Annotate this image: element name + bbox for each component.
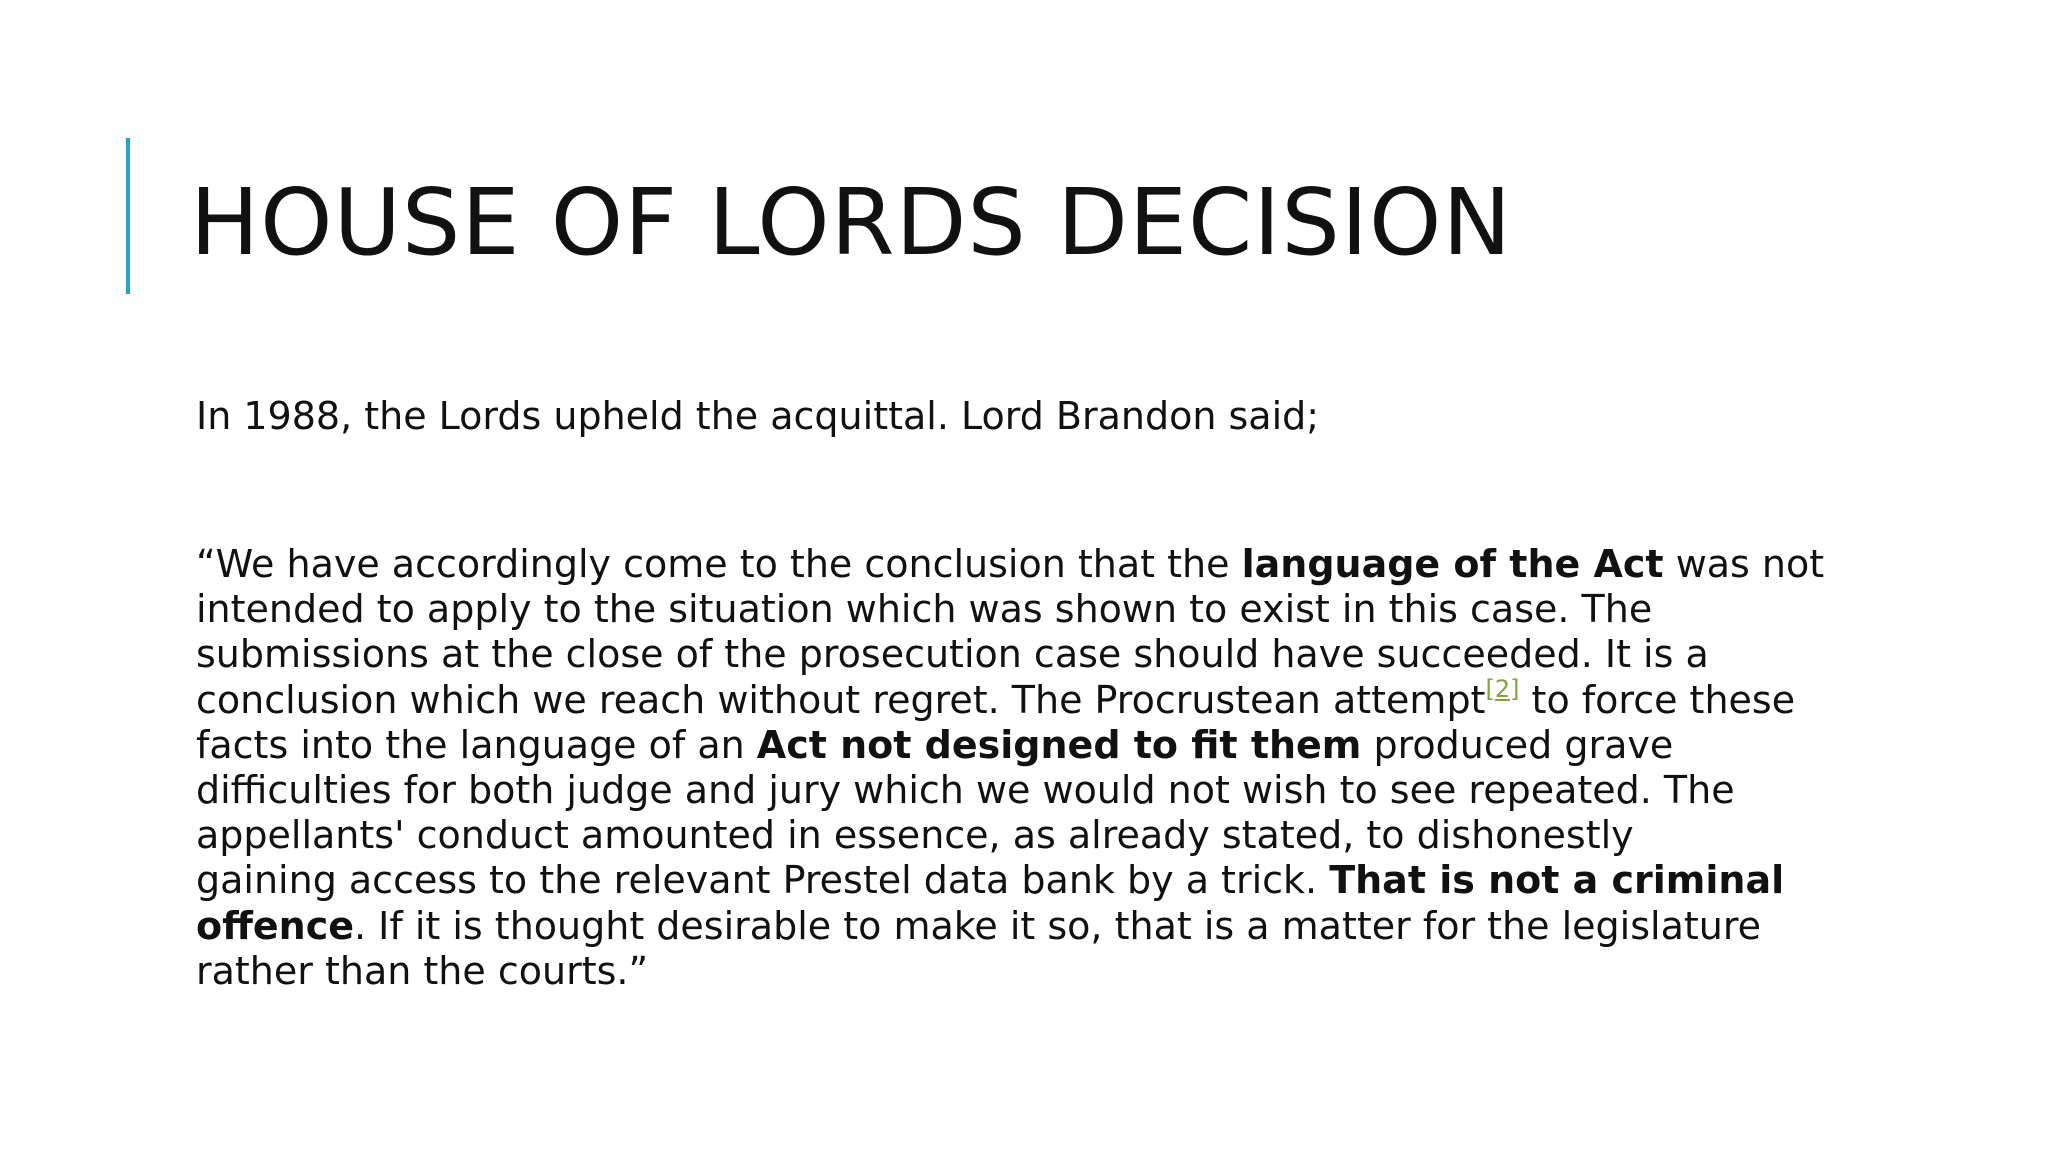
footnote-link[interactable]: [2] (1485, 674, 1520, 703)
quote-emphasis: That is not a criminal (1329, 858, 1785, 903)
intro-text: In 1988, the Lords upheld the acquittal. Lord Brandon said; (196, 394, 1320, 438)
quote-text: facts into the language of an (196, 722, 757, 767)
quote-text: to force these (1519, 677, 1796, 722)
quote-line-4 (196, 674, 1856, 723)
quote-emphasis: language of the Act (1241, 542, 1664, 586)
quote-emphasis: offence (196, 903, 355, 948)
title-accent-bar (126, 138, 130, 294)
quote-block (196, 542, 1856, 994)
quote-line-8 (196, 858, 1856, 903)
quote-line-10: rather than the courts.” (196, 948, 649, 993)
quote-line-9 (196, 904, 1856, 949)
quote-line-2: intended to apply to the situation which was shown to exist in this case. The (196, 587, 1653, 632)
slide-title: HOUSE OF LORDS DECISION (190, 169, 1513, 276)
quote-text: “We have accordingly come to the conclusion that the (196, 542, 1242, 586)
quote-line-7: appellants' conduct amounted in essence, as already stated, to dishonestly (196, 813, 1634, 858)
quote-text: conclusion which we reach without regret. The Procrustean attempt (196, 677, 1486, 722)
quote-text: produced grave (1361, 722, 1674, 767)
quote-text: was not (1663, 542, 1825, 586)
quote-line-3: submissions at the close of the prosecution case should have succeeded. It is a (196, 632, 1709, 677)
quote-line-1 (196, 542, 1856, 587)
quote-line-6: difficulties for both judge and jury which we would not wish to see repeated. The (196, 768, 1735, 813)
quote-line-5 (196, 723, 1856, 768)
quote-text: . If it is thought desirable to make it so, that is a matter for the legislature (354, 903, 1761, 948)
quote-emphasis: Act not designed to fit them (756, 722, 1362, 767)
quote-text: gaining access to the relevant Prestel data bank by a trick. (196, 858, 1330, 903)
